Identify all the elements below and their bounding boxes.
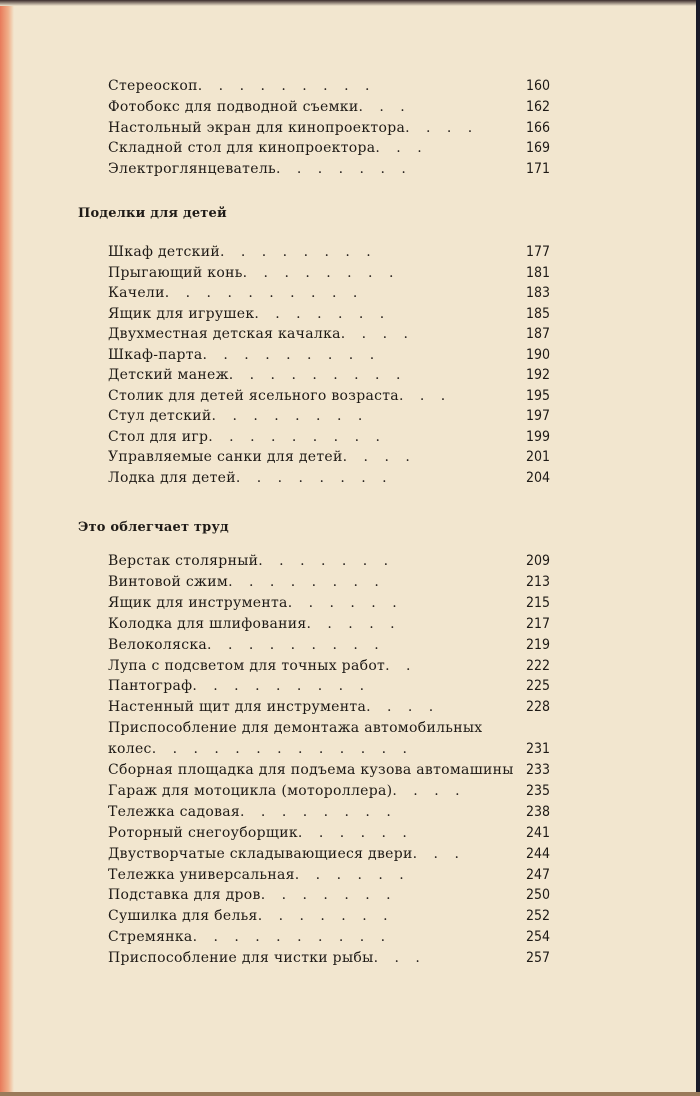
page-number: 169 — [526, 140, 551, 157]
page-edge-left — [0, 0, 14, 1096]
entry-title: Роторный снегоуборщик — [108, 824, 298, 841]
leader-dots: . . . — [358, 98, 411, 115]
leader-dots: . . . . — [340, 326, 414, 342]
page-number: 228 — [526, 699, 551, 716]
page-number: 192 — [526, 367, 551, 383]
toc-entry — [108, 468, 566, 488]
page-number: 235 — [526, 782, 551, 799]
toc-entry — [108, 386, 566, 406]
page-number: 241 — [526, 824, 551, 841]
page-number: 171 — [526, 161, 551, 178]
entry-title: Управляемые санки для детей — [108, 449, 343, 465]
toc-entry — [108, 635, 566, 655]
toc-entry — [108, 614, 566, 634]
entry-title: Винтовой сжим — [108, 573, 229, 590]
leader-dots: . . . . . . . — [257, 908, 394, 925]
leader-dots: . . . . . . . . — [219, 244, 377, 260]
entry-title: Приспособление для демонтажа автомобильных — [108, 720, 483, 737]
page-number: 252 — [526, 908, 551, 925]
page-number: 187 — [526, 326, 551, 342]
toc-entry — [108, 283, 566, 303]
leader-dots: . . . . . . . . — [235, 469, 393, 486]
toc-entry — [108, 304, 566, 324]
page-number: 254 — [526, 929, 551, 946]
entry-title: Ящик для инструмента — [108, 594, 288, 611]
page-number: 213 — [526, 573, 551, 590]
leader-dots: . . . . . . . — [275, 161, 412, 178]
entry-title: колес — [108, 741, 152, 758]
toc-entry — [108, 118, 566, 138]
leader-dots: . . . . . . — [294, 866, 410, 883]
leader-dots: . . — [385, 657, 417, 674]
page-number: 197 — [526, 408, 551, 424]
page-number: 233 — [526, 762, 551, 778]
entry-title: Стремянка — [108, 929, 193, 946]
entry-title: Велоколяска — [108, 636, 208, 653]
toc-entry — [108, 159, 566, 179]
section-title: Поделки для детей — [78, 206, 227, 221]
entry-title: Детский манеж — [108, 367, 229, 383]
entry-title: Шкаф детский — [108, 244, 220, 260]
entry-title: Стереоскоп — [108, 78, 198, 94]
entry-title: Верстак столярный — [108, 553, 259, 569]
page-number: 244 — [526, 845, 551, 862]
toc-entry — [108, 406, 566, 426]
leader-dots: . . . . . — [306, 615, 401, 632]
page-number: 160 — [526, 78, 551, 94]
page-number: 231 — [526, 741, 551, 758]
leader-dots: . . . . — [342, 449, 416, 465]
toc-entry — [108, 760, 566, 780]
leader-dots: . . . . . . . . . . — [192, 929, 392, 946]
entry-title: Гараж для мотоцикла (мотороллера) — [108, 782, 393, 799]
toc-entry — [108, 718, 566, 738]
leader-dots: . . . . . . . . . — [197, 78, 376, 94]
toc-entry — [108, 263, 566, 283]
page-number: 247 — [526, 866, 551, 883]
page-number: 204 — [526, 469, 551, 486]
leader-dots: . . . — [375, 140, 428, 157]
entry-title: Сборная площадка для подъема кузова автомашины — [108, 762, 514, 778]
entry-title: Двухместная детская качалка — [108, 326, 341, 342]
toc-entry — [108, 865, 566, 885]
toc-entry — [108, 345, 566, 365]
toc-entry — [108, 927, 566, 947]
entry-title: Тележка садовая — [108, 803, 241, 820]
leader-dots: . . . . . . . . . . . . . — [151, 741, 413, 758]
page-number: 222 — [526, 657, 551, 674]
page-edge-right — [696, 0, 700, 1096]
entry-title: Приспособление для чистки рыбы — [108, 950, 374, 967]
leader-dots: . . . . . . . . — [242, 264, 400, 281]
toc-entry — [108, 572, 566, 592]
toc-entry — [108, 802, 566, 822]
entry-title: Прыгающий конь — [108, 264, 243, 281]
page-number: 215 — [526, 594, 551, 611]
page-number: 162 — [526, 98, 551, 115]
leader-dots: . . . — [412, 845, 465, 862]
page-number: 250 — [526, 887, 551, 904]
page-number: 217 — [526, 615, 551, 632]
leader-dots: . . . . . . — [297, 824, 413, 841]
toc-entry — [108, 427, 566, 447]
toc-entry — [108, 242, 566, 262]
toc-entry — [108, 76, 566, 96]
entry-title: Электроглянцеватель — [108, 161, 276, 178]
toc-entry — [108, 885, 566, 905]
toc-entry — [108, 97, 566, 117]
leader-dots: . . . . . . . . . . — [164, 285, 364, 301]
entry-title: Колодка для шлифования — [108, 615, 307, 632]
leader-dots: . . . . — [405, 119, 479, 136]
entry-title: Шкаф-парта — [108, 346, 203, 363]
entry-title: Складной стол для кинопроектора — [108, 140, 376, 157]
leader-dots: . . . . . . . — [254, 305, 391, 322]
page-number: 177 — [526, 244, 551, 260]
page-number: 183 — [526, 285, 551, 301]
leader-dots: . . . . . . . . — [211, 408, 369, 424]
toc-entry — [108, 365, 566, 385]
toc-entry — [108, 739, 566, 759]
toc-entry — [108, 844, 566, 864]
entry-title: Настенный щит для инструмента — [108, 699, 367, 716]
page-number: 166 — [526, 119, 551, 136]
leader-dots: . . . . . . . — [260, 887, 397, 904]
page-number: 199 — [526, 428, 551, 445]
leader-dots: . . . . . . . . . — [192, 678, 371, 695]
leader-dots: . . . . . . — [287, 594, 403, 611]
entry-title: Лупа с подсветом для точных работ — [108, 657, 386, 674]
page-edge-bottom — [0, 1092, 700, 1096]
section-title: Это облегчает труд — [78, 520, 229, 535]
toc-entry — [108, 781, 566, 801]
toc-entry — [108, 656, 566, 676]
toc-entry — [108, 447, 566, 467]
page-edge-top — [0, 0, 700, 6]
entry-title: Двустворчатые складывающиеся двери — [108, 845, 413, 862]
page-number: 201 — [526, 449, 551, 465]
entry-title: Качели — [108, 285, 165, 301]
leader-dots: . . . — [373, 950, 426, 967]
page-number: 225 — [526, 678, 551, 695]
toc-entry — [108, 593, 566, 613]
entry-title: Подставка для дров — [108, 887, 261, 904]
entry-title: Стол для игр — [108, 428, 209, 445]
page-number: 185 — [526, 305, 551, 322]
toc-entry — [108, 948, 566, 968]
entry-title: Сушилка для белья — [108, 908, 258, 925]
leader-dots: . . . . . . . . . — [228, 367, 407, 383]
toc-entry — [108, 138, 566, 158]
page-number: 181 — [526, 264, 551, 281]
entry-title: Фотобокс для подводной съемки — [108, 98, 359, 115]
entry-title: Пантограф — [108, 678, 193, 695]
toc-entry — [108, 324, 566, 344]
entry-title: Столик для детей ясельного возраста — [108, 387, 399, 404]
entry-title: Тележка универсальная — [108, 866, 295, 883]
toc-entry — [108, 676, 566, 696]
page-number: 195 — [526, 387, 551, 404]
page-number: 238 — [526, 803, 551, 820]
leader-dots: . . . . . . . — [258, 553, 395, 569]
page-number: 209 — [526, 553, 551, 569]
page-number: 219 — [526, 636, 551, 653]
leader-dots: . . . . — [366, 699, 440, 716]
leader-dots: . . . — [398, 387, 452, 404]
leader-dots: . . . . . . . . — [240, 803, 397, 820]
leader-dots: . . . . . . . . . — [202, 346, 381, 363]
entry-title: Лодка для детей — [108, 469, 236, 486]
leader-dots: . . . . — [392, 782, 466, 799]
toc-entry — [108, 823, 566, 843]
entry-title: Ящик для игрушек — [108, 305, 255, 322]
page-number: 190 — [526, 346, 551, 363]
toc-entry — [108, 906, 566, 926]
entry-title: Настольный экран для кинопроектора — [108, 119, 406, 136]
leader-dots: . . . . . . . . — [228, 573, 385, 590]
toc-entry — [108, 697, 566, 717]
entry-title: Стул детский — [108, 408, 212, 424]
page-number: 257 — [526, 950, 551, 967]
toc-entry — [108, 551, 566, 571]
leader-dots: . . . . . . . . . — [208, 428, 386, 445]
leader-dots: . . . . . . . . . — [207, 636, 385, 653]
